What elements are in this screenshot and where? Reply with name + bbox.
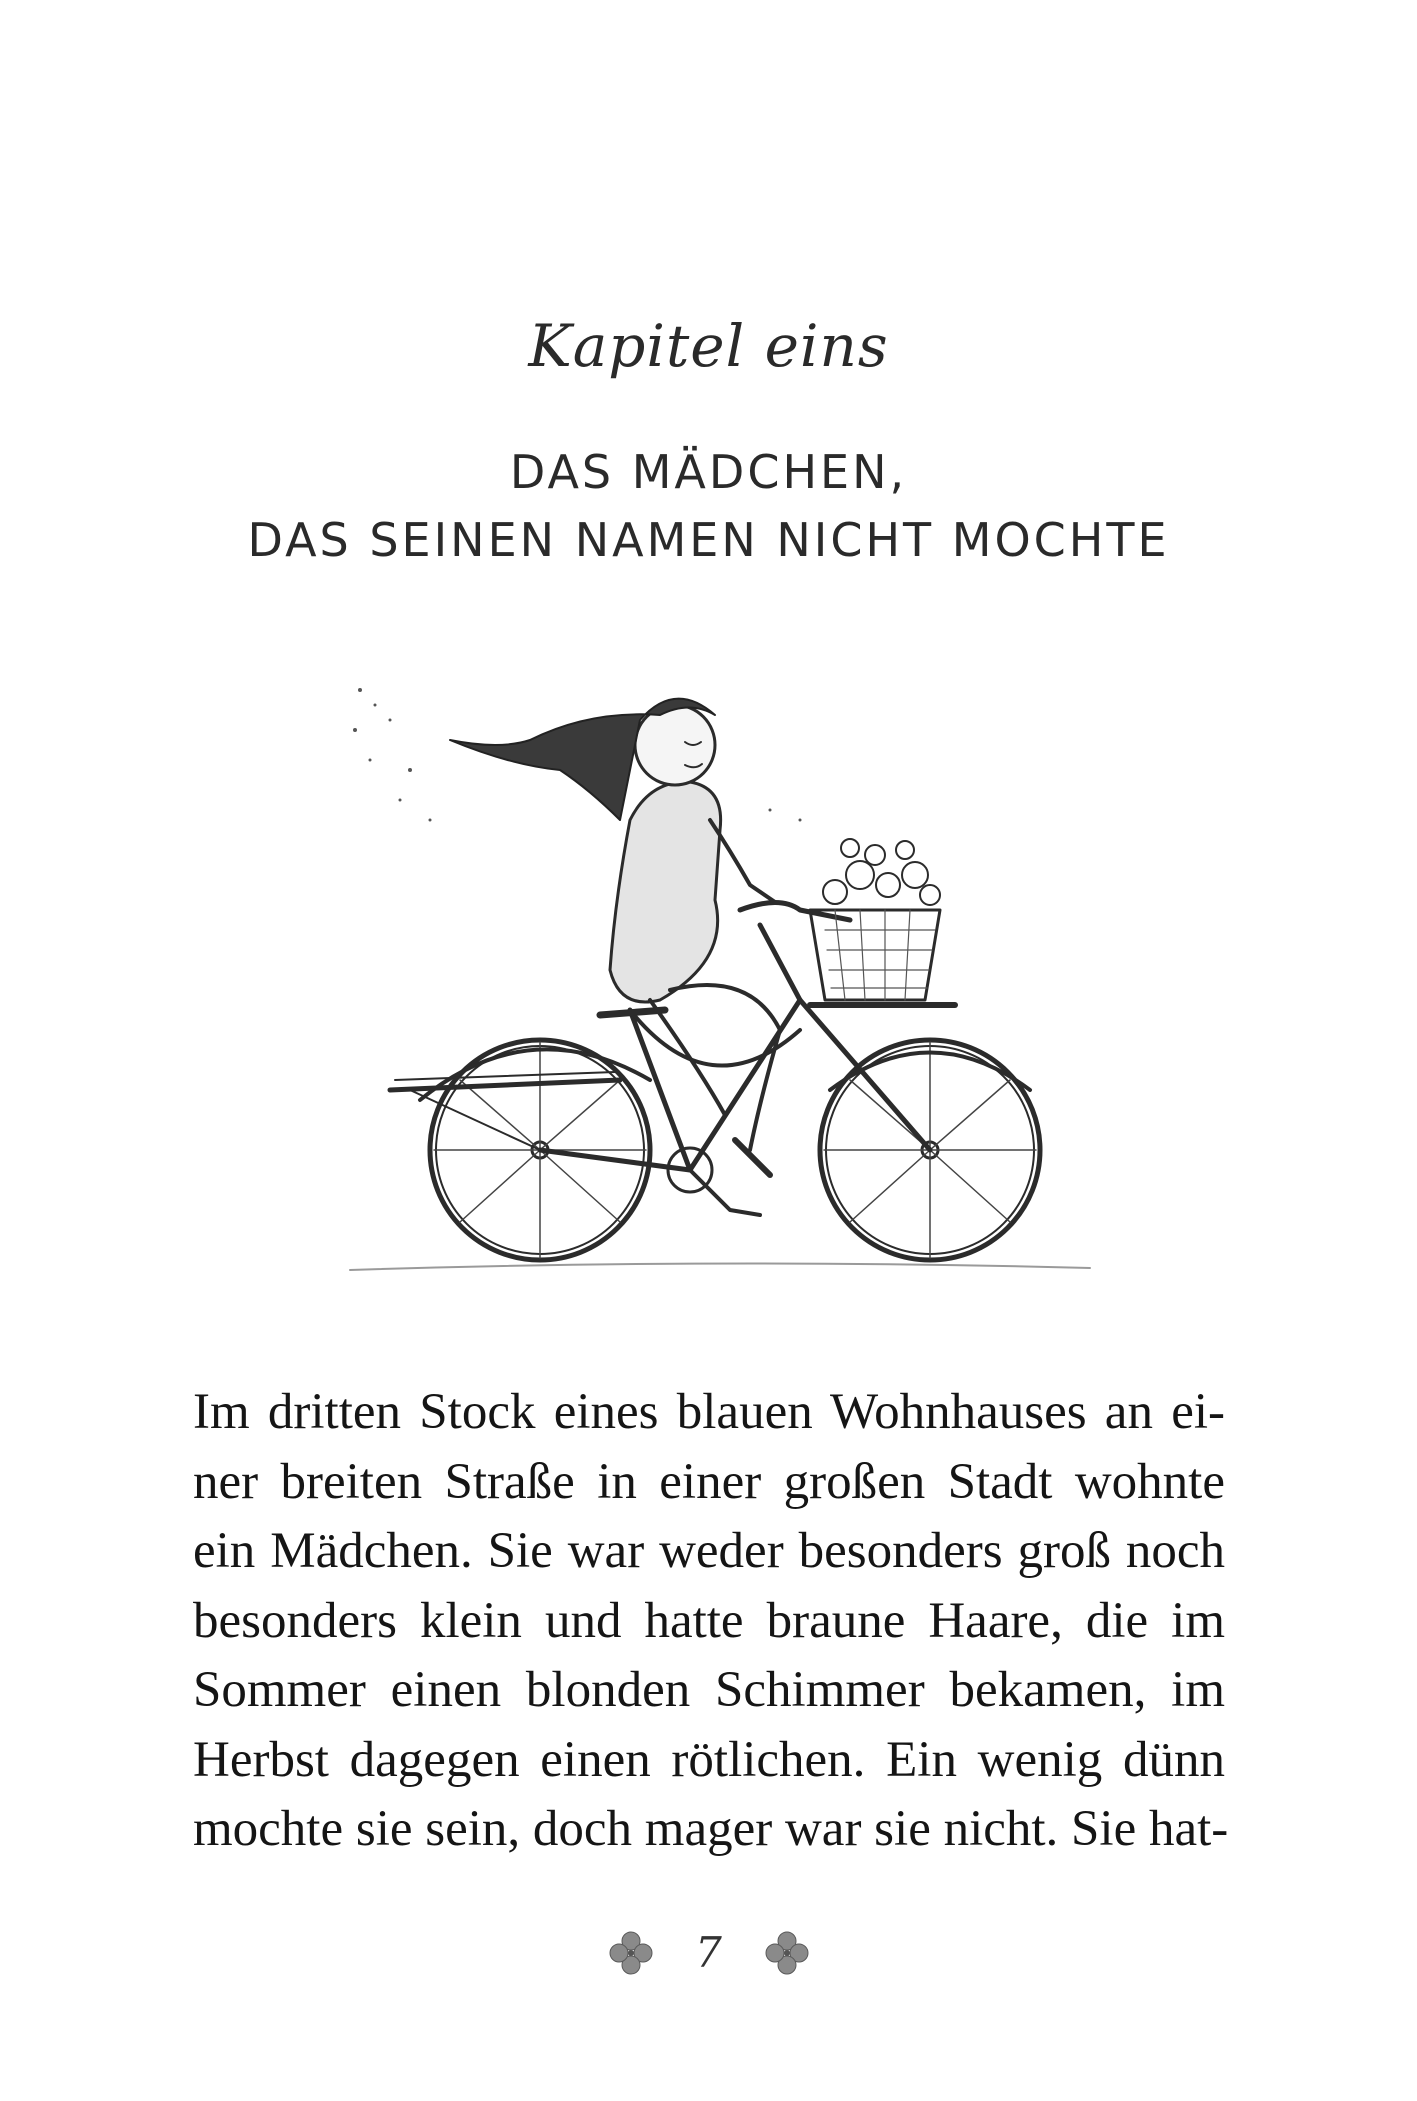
chapter-title — [0, 438, 1417, 574]
body-text — [193, 1378, 1229, 1865]
chapter-title-line-1: DAS MÄDCHEN, — [509, 445, 908, 499]
girl-riding-bicycle-icon — [330, 670, 1110, 1290]
clover-icon — [763, 1929, 811, 1977]
body-line: ein Mädchen. Sie war weder besonders groß noch — [193, 1523, 1225, 1579]
body-line: Im dritten Stock eines blauen Wohnhauses an ei- — [193, 1384, 1225, 1440]
chapter-title-line-2: DAS SEINEN NAMEN NICHT MOCHTE — [247, 513, 1170, 567]
clover-icon — [607, 1929, 655, 1977]
body-line: besonders klein und hatte braune Haare, die im — [193, 1592, 1225, 1649]
body-line: Herbst dagegen einen rötlichen. Ein wenig dünn — [193, 1731, 1225, 1788]
page-footer — [0, 1928, 1417, 1977]
body-line: ner breiten Straße in einer großen Stadt wohnte — [193, 1453, 1225, 1510]
chapter-kicker: Kapitel eins — [528, 312, 889, 380]
page-number: 7 — [695, 1928, 722, 1977]
body-line: mochte sie sein, doch mager war sie nicht. Sie hat- — [193, 1801, 1229, 1857]
body-line: Sommer einen blonden Schimmer bekamen, im — [193, 1662, 1225, 1718]
